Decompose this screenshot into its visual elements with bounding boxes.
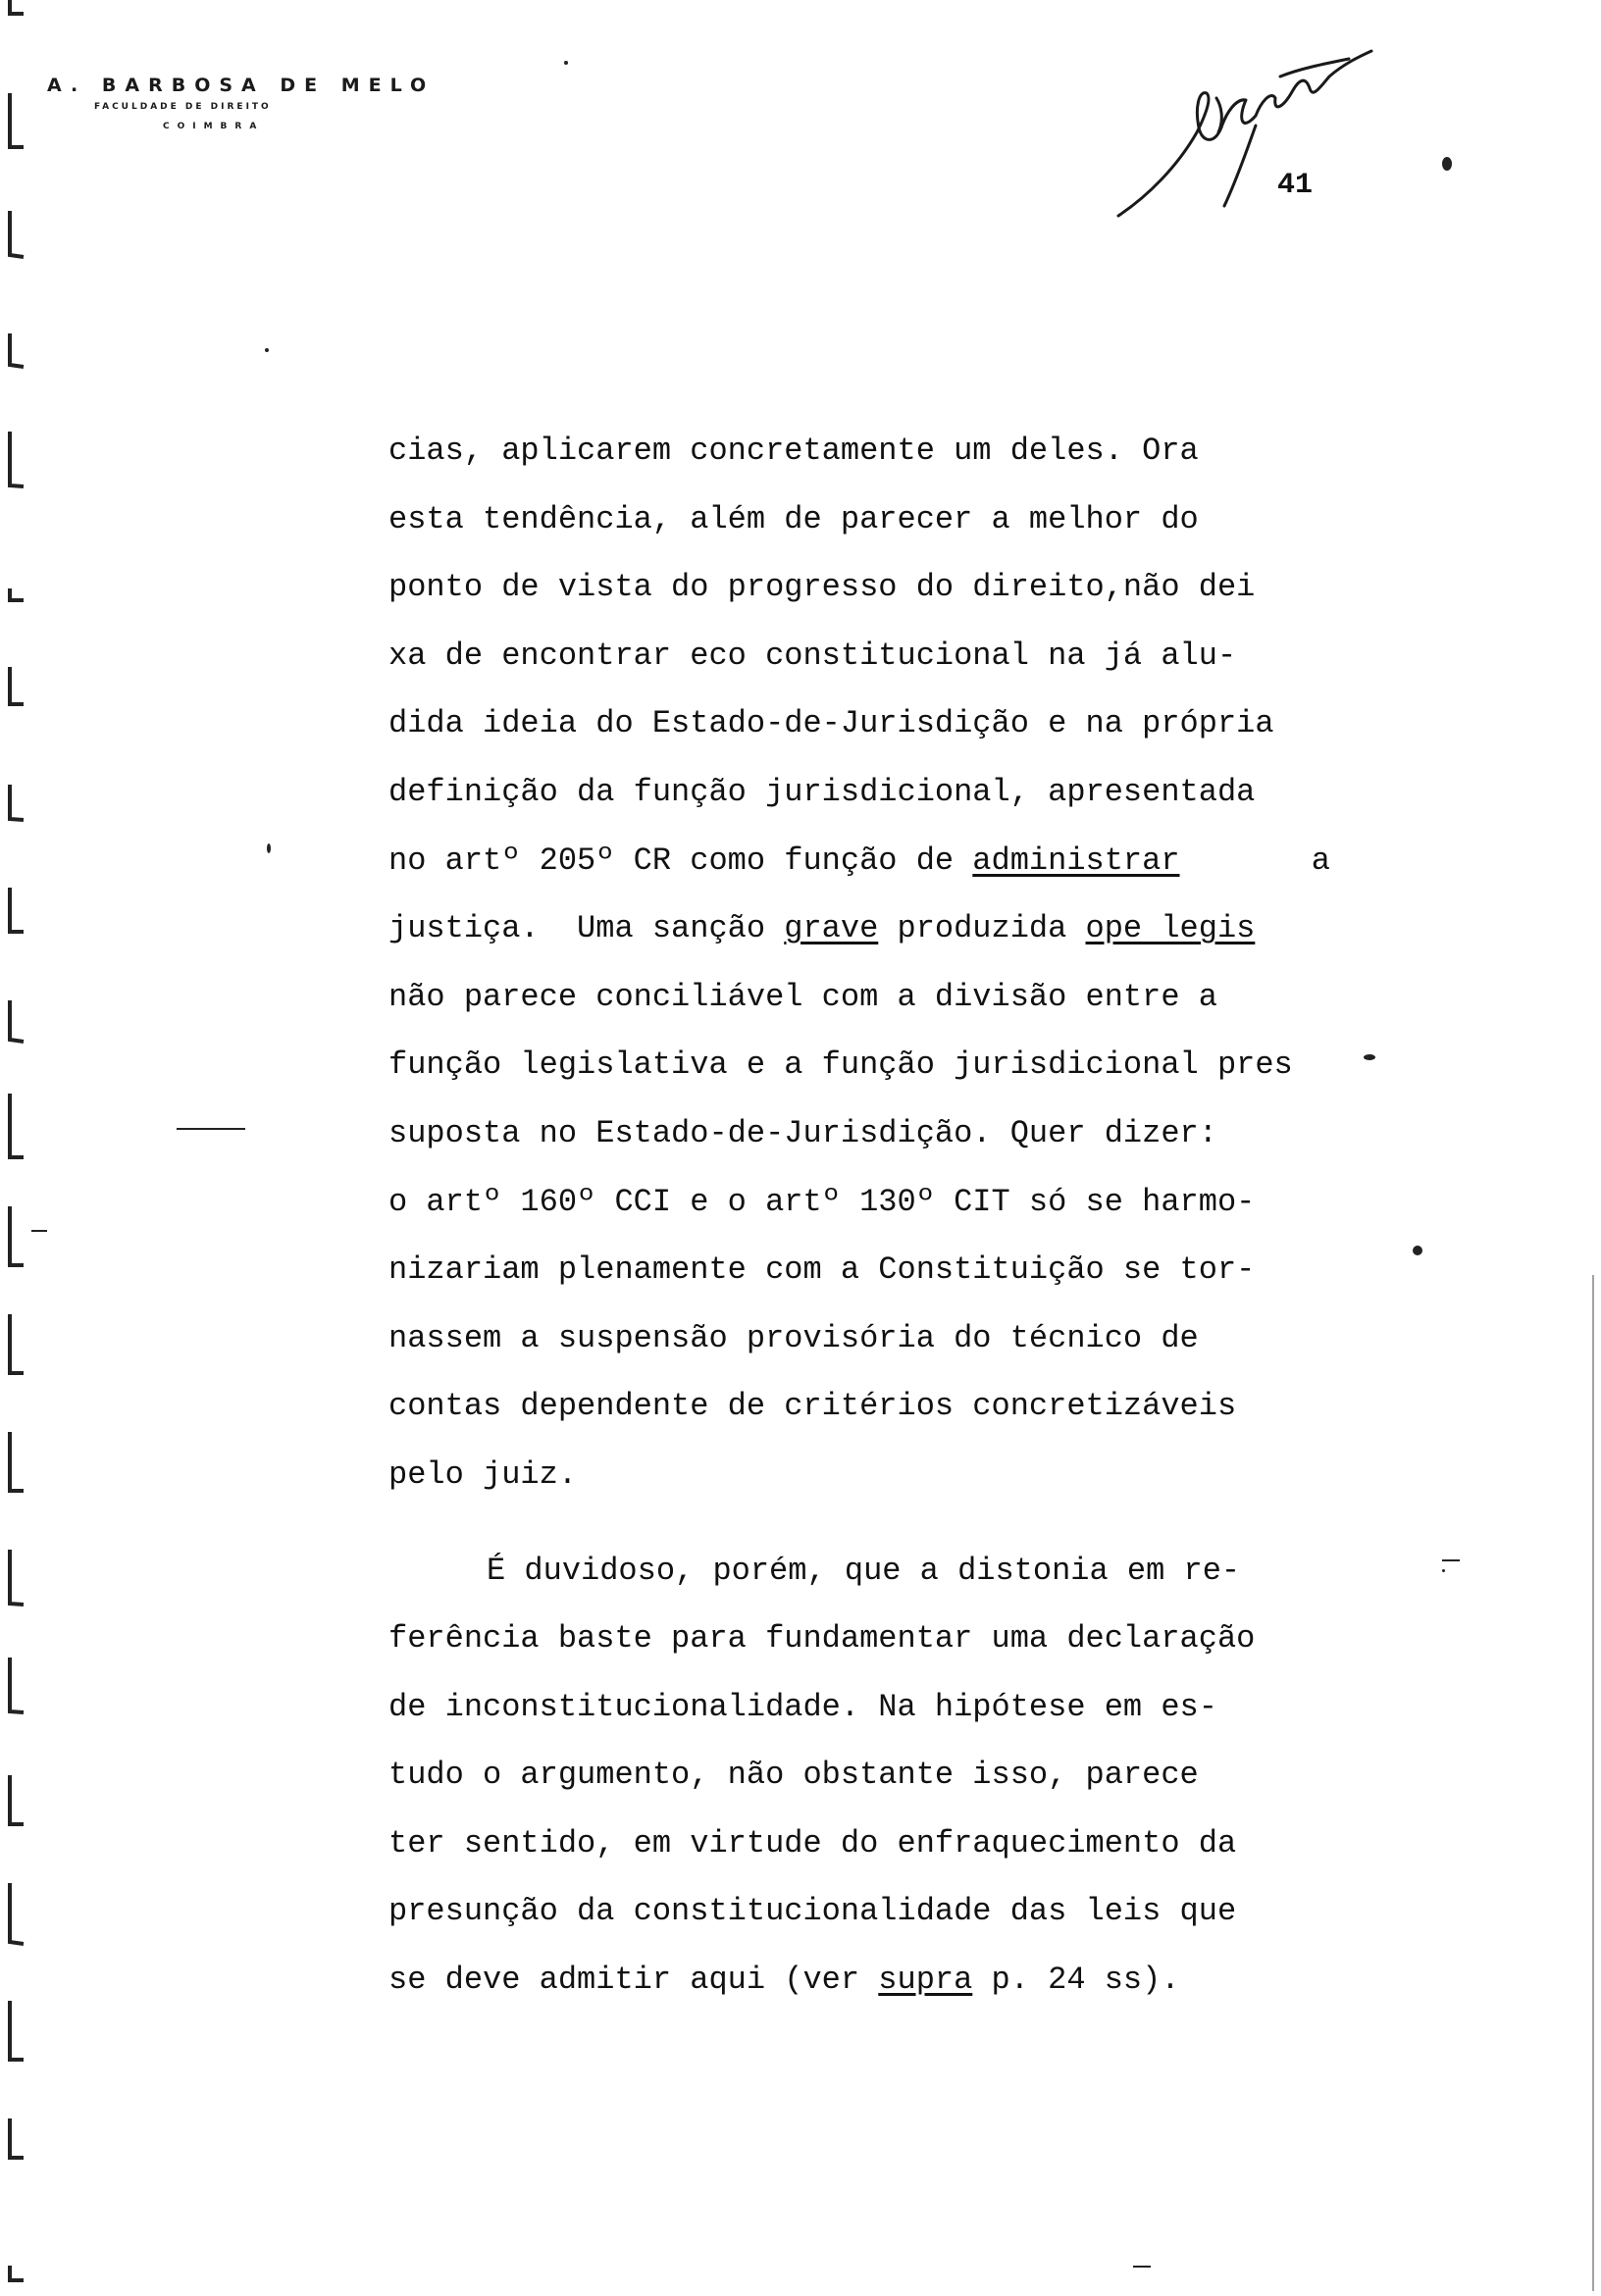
scan-speck bbox=[177, 1128, 245, 1130]
text-line bbox=[388, 1173, 1330, 1242]
text-run: função legislativa e a função jurisdicional pres bbox=[388, 1046, 1293, 1084]
underlined-word: administrar bbox=[972, 842, 1180, 879]
text-line bbox=[388, 1609, 1330, 1678]
paragraph-2 bbox=[388, 1542, 1330, 2019]
text-run: se deve admitir aqui (ver bbox=[388, 1962, 879, 1999]
underlined-word: ope legis bbox=[1085, 910, 1256, 947]
letterhead-name: A. BARBOSA DE MELO bbox=[47, 75, 436, 96]
text-run: esta tendência, além de parecer a melhor do bbox=[388, 500, 1199, 537]
text-run: p. 24 ss). bbox=[972, 1962, 1180, 1999]
binding-marks bbox=[0, 0, 59, 2291]
paragraph-1 bbox=[388, 422, 1330, 1514]
text-line bbox=[388, 1678, 1330, 1747]
text-run: nassem a suspensão provisória do técnico de bbox=[388, 1319, 1199, 1356]
text-run: dida ideia do Estado-de-Jurisdição e na própria bbox=[388, 705, 1274, 742]
text-line bbox=[388, 558, 1330, 627]
scan-speck bbox=[1442, 1569, 1445, 1572]
text-run: suposta no Estado-de-Jurisdição. Quer dizer: bbox=[388, 1114, 1217, 1151]
text-run: nizariam plenamente com a Constituição se tor- bbox=[388, 1251, 1256, 1289]
text-line bbox=[388, 422, 1330, 490]
text-run: presunção da constitucionalidade das leis que bbox=[388, 1893, 1237, 1930]
text-run: pelo juiz. bbox=[388, 1455, 578, 1493]
text-run: contas dependente de critérios concretizáveis bbox=[388, 1388, 1237, 1425]
text-run: cias, aplicarem concretamente um deles. Ora bbox=[388, 433, 1199, 469]
text-run: não parece conciliável com a divisão entre a bbox=[388, 978, 1217, 1015]
text-run: no artº 205º CR como função de bbox=[388, 842, 973, 879]
scan-speck bbox=[265, 348, 269, 352]
text-line bbox=[388, 1377, 1330, 1446]
text-run: definição da função jurisdicional, apresentada bbox=[388, 773, 1256, 810]
text-line bbox=[388, 1746, 1330, 1814]
text-run: produzida bbox=[878, 910, 1086, 947]
text-run: ter sentido, em virtude do enfraquecimento da bbox=[388, 1824, 1237, 1862]
text-line bbox=[388, 694, 1330, 763]
letterhead-city: COIMBRA bbox=[163, 122, 265, 131]
text-run: ferência baste para fundamentar uma declaração bbox=[388, 1620, 1256, 1658]
text-line bbox=[388, 1036, 1330, 1104]
text-line bbox=[388, 968, 1330, 1037]
scan-edge-svg bbox=[1572, 0, 1601, 2291]
text-line bbox=[388, 763, 1330, 832]
scan-speck bbox=[1133, 2266, 1151, 2268]
text-line bbox=[388, 1882, 1330, 1951]
text-line bbox=[388, 1241, 1330, 1309]
text-line bbox=[388, 832, 1330, 900]
text-run: xa de encontrar eco constitucional na já alu- bbox=[388, 637, 1237, 674]
text-run: de inconstitucionalidade. Na hipótese em es- bbox=[388, 1688, 1217, 1725]
text-line bbox=[388, 1814, 1330, 1883]
paragraph-gap bbox=[388, 1514, 1330, 1542]
text-line bbox=[388, 1951, 1330, 2019]
text-run: tudo o argumento, não obstante isso, parece bbox=[388, 1757, 1199, 1794]
text-line bbox=[388, 490, 1330, 559]
text-run: justiça. Uma sanção bbox=[388, 910, 785, 947]
text-line bbox=[388, 1542, 1330, 1610]
letterhead-faculty: FACULDADE DE DIREITO bbox=[94, 102, 272, 112]
text-run: É duvidoso, porém, que a distonia em re- bbox=[487, 1552, 1241, 1589]
scan-speck bbox=[1442, 1559, 1460, 1561]
text-line bbox=[388, 1309, 1330, 1378]
body-text bbox=[388, 422, 1330, 2019]
underlined-word: supra bbox=[878, 1962, 973, 1999]
scan-speck bbox=[1442, 157, 1452, 171]
scan-speck bbox=[267, 843, 271, 853]
text-line bbox=[388, 1446, 1330, 1514]
scan-speck bbox=[1364, 1054, 1375, 1060]
text-run: ponto de vista do progresso do direito,não dei bbox=[388, 569, 1256, 606]
text-line bbox=[388, 1104, 1330, 1173]
letterhead bbox=[47, 75, 435, 131]
page-number: 41 bbox=[1277, 169, 1314, 202]
text-run: a bbox=[1292, 842, 1330, 879]
scan-edge bbox=[1572, 0, 1601, 2291]
text-run: o artº 160º CCI e o artº 130º CIT só se harmo- bbox=[388, 1183, 1256, 1220]
scan-speck bbox=[564, 61, 568, 65]
scan-speck bbox=[1413, 1246, 1422, 1255]
text-line bbox=[388, 627, 1330, 695]
underlined-word: grave bbox=[784, 910, 879, 947]
text-line bbox=[388, 899, 1330, 968]
handwritten-signature bbox=[1109, 29, 1373, 235]
binding-marks-svg bbox=[0, 0, 59, 2291]
